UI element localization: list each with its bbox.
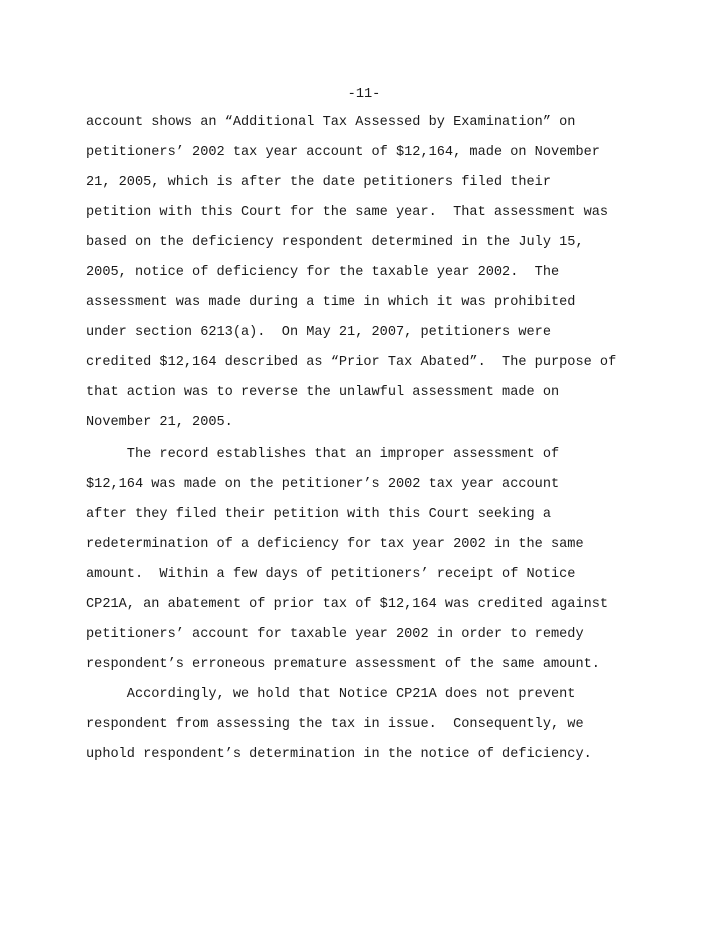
text-line: 21, 2005, which is after the date petitioners filed their	[86, 175, 551, 190]
text-line: account shows an “Additional Tax Assessed by Examination” on	[86, 115, 576, 130]
text-line: petitioners’ account for taxable year 2002 in order to remedy	[86, 627, 584, 642]
text-line: November 21, 2005.	[86, 415, 233, 430]
text-line: credited $12,164 described as “Prior Tax Abated”. The purpose of	[86, 355, 617, 370]
page-number: -11-	[347, 87, 381, 102]
text-line: petitioners’ 2002 tax year account of $12,164, made on November	[86, 145, 600, 160]
text-line: 2005, notice of deficiency for the taxable year 2002. The	[86, 265, 560, 280]
text-line: respondent from assessing the tax in issue. Consequently, we	[86, 717, 584, 732]
text-line: redetermination of a deficiency for tax year 2002 in the same	[86, 537, 584, 552]
text-line: assessment was made during a time in which it was prohibited	[86, 295, 576, 310]
paragraph-start-line: Accordingly, we hold that Notice CP21A does not prevent	[86, 687, 576, 702]
text-line: that action was to reverse the unlawful assessment made on	[86, 385, 560, 400]
text-line: CP21A, an abatement of prior tax of $12,164 was credited against	[86, 597, 609, 612]
text-line: amount. Within a few days of petitioners’ receipt of Notice	[86, 567, 576, 582]
text-line: based on the deficiency respondent determined in the July 15,	[86, 235, 584, 250]
paragraph-start-line: The record establishes that an improper assessment of	[86, 447, 560, 462]
text-line: after they filed their petition with this Court seeking a	[86, 507, 551, 522]
text-line: under section 6213(a). On May 21, 2007, petitioners were	[86, 325, 551, 340]
text-line: uphold respondent’s determination in the notice of deficiency.	[86, 747, 592, 762]
text-line: $12,164 was made on the petitioner’s 2002 tax year account	[86, 477, 560, 492]
text-line: respondent’s erroneous premature assessment of the same amount.	[86, 657, 600, 672]
text-line: petition with this Court for the same year. That assessment was	[86, 205, 609, 220]
